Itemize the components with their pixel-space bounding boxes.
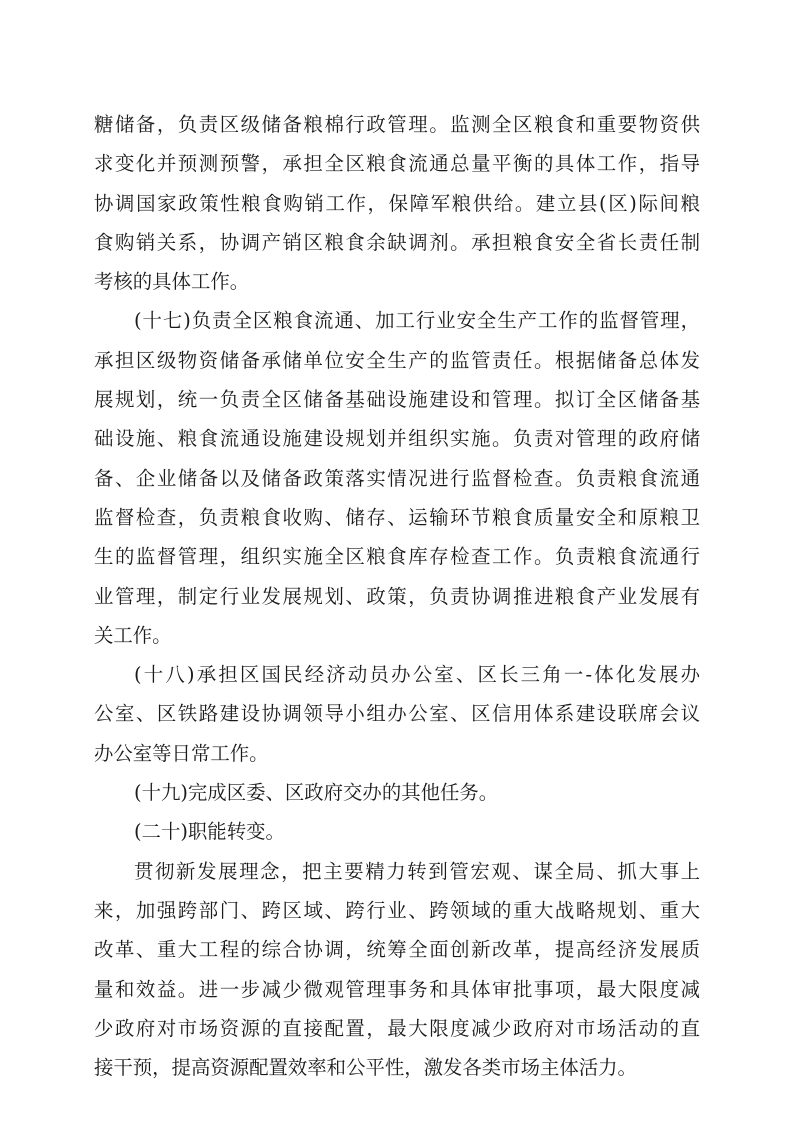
text-line: 监督检查，负责粮食收购、储存、运输环节粮食质量安全和原粮卫 bbox=[94, 505, 700, 529]
text-line: 糖储备，负责区级储备粮棉行政管理。监测全区粮食和重要物资供 bbox=[94, 113, 700, 136]
text-line: 量和效益。进一步减少微观管理事务和具体审批事项，最大限度减 bbox=[94, 977, 700, 1001]
text-line: 公室、区铁路建设协调领导小组办公室、区信用体系建设联席会议 bbox=[94, 702, 700, 726]
paragraph-item-20 bbox=[94, 812, 700, 851]
text-line: 生的监督管理，组织实施全区粮食库存检查工作。负责粮食流通行 bbox=[94, 545, 700, 569]
text-line: 业管理，制定行业发展规划、政策，负责协调推进粮食产业发展有 bbox=[94, 584, 700, 608]
text-line: 少政府对市场资源的直接配置，最大限度减少政府对市场活动的直 bbox=[94, 1016, 700, 1040]
paragraph-item-17 bbox=[94, 301, 700, 655]
text-line: (十九)完成区委、区政府交办的其他任务。 bbox=[134, 781, 499, 805]
text-line: (十八)承担区国民经济动员办公室、区长三角一-体化发展办 bbox=[134, 663, 700, 687]
text-line: 关工作。 bbox=[94, 623, 172, 647]
document-page bbox=[94, 105, 700, 1087]
text-line: 础设施、粮食流通设施建设规划并组织实施。负责对管理的政府储 bbox=[94, 427, 700, 451]
text-line: 协调国家政策性粮食购销工作，保障军粮供给。建立县(区)际间粮 bbox=[94, 191, 700, 215]
paragraph-continued bbox=[94, 105, 700, 301]
text-line: 展规划，统一负责全区储备基础设施建设和管理。拟订全区储备基 bbox=[94, 388, 700, 412]
text-line: 求变化并预测预警，承担全区粮食流通总量平衡的具体工作，指导 bbox=[94, 152, 700, 176]
paragraph-item-18 bbox=[94, 655, 700, 773]
text-line: 改革、重大工程的综合协调，统筹全面创新改革，提高经济发展质 bbox=[94, 938, 700, 962]
text-line: 考核的具体工作。 bbox=[94, 270, 250, 294]
text-line: 备、企业储备以及储备政策落实情况进行监督检查。负责粮食流通 bbox=[94, 466, 700, 490]
paragraph-function-transformation bbox=[94, 852, 700, 1088]
text-line: 承担区级物资储备承储单位安全生产的监管责任。根据储备总体发 bbox=[94, 348, 700, 372]
text-line: 食购销关系，协调产销区粮食余缺调剂。承担粮食安全省长责任制 bbox=[94, 230, 700, 254]
text-line: 贯彻新发展理念，把主要精力转到管宏观、谋全局、抓大事上 bbox=[134, 859, 700, 883]
paragraph-item-19 bbox=[94, 773, 700, 812]
text-line: 来，加强跨部门、跨区域、跨行业、跨领域的重大战略规划、重大 bbox=[94, 898, 700, 922]
text-line: (二十)职能转变。 bbox=[134, 820, 285, 844]
text-line: 接干预，提高资源配置效率和公平性，激发各类市场主体活力。 bbox=[94, 1056, 637, 1080]
text-line: (十七)负责全区粮食流通、加工行业安全生产工作的监督管理， bbox=[134, 309, 700, 333]
text-line: 办公室等日常工作。 bbox=[94, 741, 269, 765]
